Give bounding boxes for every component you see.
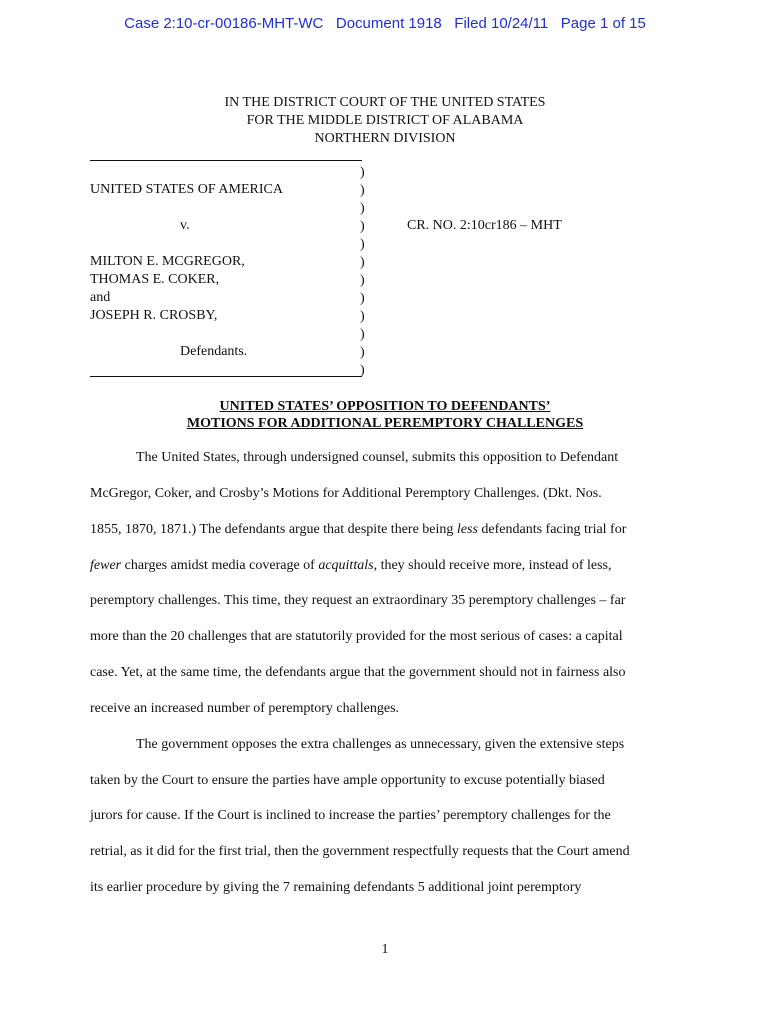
court-line-1: IN THE DISTRICT COURT OF THE UNITED STATES: [224, 95, 546, 110]
conjunction: and: [90, 290, 111, 305]
filed-date: Filed 10/24/11: [454, 15, 549, 32]
body-line: taken by the Court to ensure the parties have ample opportunity to excuse potentially biased: [90, 773, 605, 788]
paren: ): [360, 183, 365, 198]
paren: ): [360, 201, 365, 216]
paren: ): [360, 219, 365, 234]
page-count: Page 1 of 15: [560, 15, 646, 32]
paren: ): [360, 255, 365, 270]
document-number: Document 1918: [335, 15, 442, 32]
paren: ): [360, 291, 365, 306]
text-run: , they should receive more, instead of less,: [373, 558, 612, 573]
body-line: receive an increased number of peremptory challenges.: [90, 701, 400, 716]
text-run: charges amidst media coverage of: [121, 558, 319, 573]
paren: ): [360, 273, 365, 288]
paren: ): [360, 165, 365, 180]
caption-bottom-rule: [90, 376, 362, 377]
paren: ): [360, 309, 365, 324]
body-line: The United States, through undersigned counsel, submits this opposition to Defendant: [136, 450, 619, 465]
title-line-2: MOTIONS FOR ADDITIONAL PEREMPTORY CHALLENGES: [186, 416, 584, 431]
court-line-2: FOR THE MIDDLE DISTRICT OF ALABAMA: [246, 113, 524, 128]
body-line: The government opposes the extra challenges as unnecessary, given the extensive steps: [136, 737, 625, 752]
defendants-label: Defendants.: [180, 344, 248, 359]
emphasis-text: acquittals: [318, 558, 374, 573]
emphasis-text: less: [456, 522, 478, 537]
emphasis-text: fewer: [90, 558, 122, 573]
body-line: [90, 522, 626, 538]
defendant-2: THOMAS E. COKER,: [90, 272, 220, 287]
caption-parentheses: [360, 164, 365, 380]
body-line: its earlier procedure by giving the 7 remaining defendants 5 additional joint peremptory: [90, 880, 582, 895]
body-line: retrial, as it did for the first trial, then the government respectfully requests that the Court amend: [90, 844, 630, 859]
plaintiff-name: UNITED STATES OF AMERICA: [90, 182, 283, 197]
paren: ): [360, 327, 365, 342]
court-line-3: NORTHERN DIVISION: [314, 131, 456, 146]
defendant-3: JOSEPH R. CROSBY,: [90, 308, 218, 323]
caption-top-rule: [90, 160, 362, 161]
paren: ): [360, 345, 365, 360]
body-line: [90, 558, 612, 574]
text-run: 1855, 1870, 1871.) The defendants argue that despite there being: [90, 522, 457, 537]
text-run: defendants facing trial for: [477, 522, 627, 537]
body-line: McGregor, Coker, and Crosby’s Motions for Additional Peremptory Challenges. (Dkt. Nos.: [90, 486, 602, 501]
case-number: Case 2:10-cr-00186-MHT-WC: [124, 15, 324, 32]
defendant-1: MILTON E. MCGREGOR,: [90, 254, 245, 269]
filing-header: [0, 15, 770, 32]
criminal-case-number: CR. NO. 2:10cr186 – MHT: [407, 218, 562, 233]
paren: ): [360, 363, 365, 378]
body-line: more than the 20 challenges that are statutorily provided for the most serious of cases: a capital: [90, 629, 623, 644]
versus: v.: [180, 218, 190, 233]
body-line: jurors for cause. If the Court is inclined to increase the parties’ peremptory challenges for the: [90, 808, 611, 823]
title-line-1: UNITED STATES’ OPPOSITION TO DEFENDANTS’: [219, 399, 551, 414]
body-line: case. Yet, at the same time, the defendants argue that the government should not in fairness also: [90, 665, 626, 680]
paren: ): [360, 237, 365, 252]
body-line: peremptory challenges. This time, they request an extraordinary 35 peremptory challenges – far: [90, 593, 626, 608]
document-title: [0, 398, 770, 432]
case-caption: [90, 160, 690, 380]
page-number: 1: [381, 942, 389, 957]
court-heading: [0, 94, 770, 148]
